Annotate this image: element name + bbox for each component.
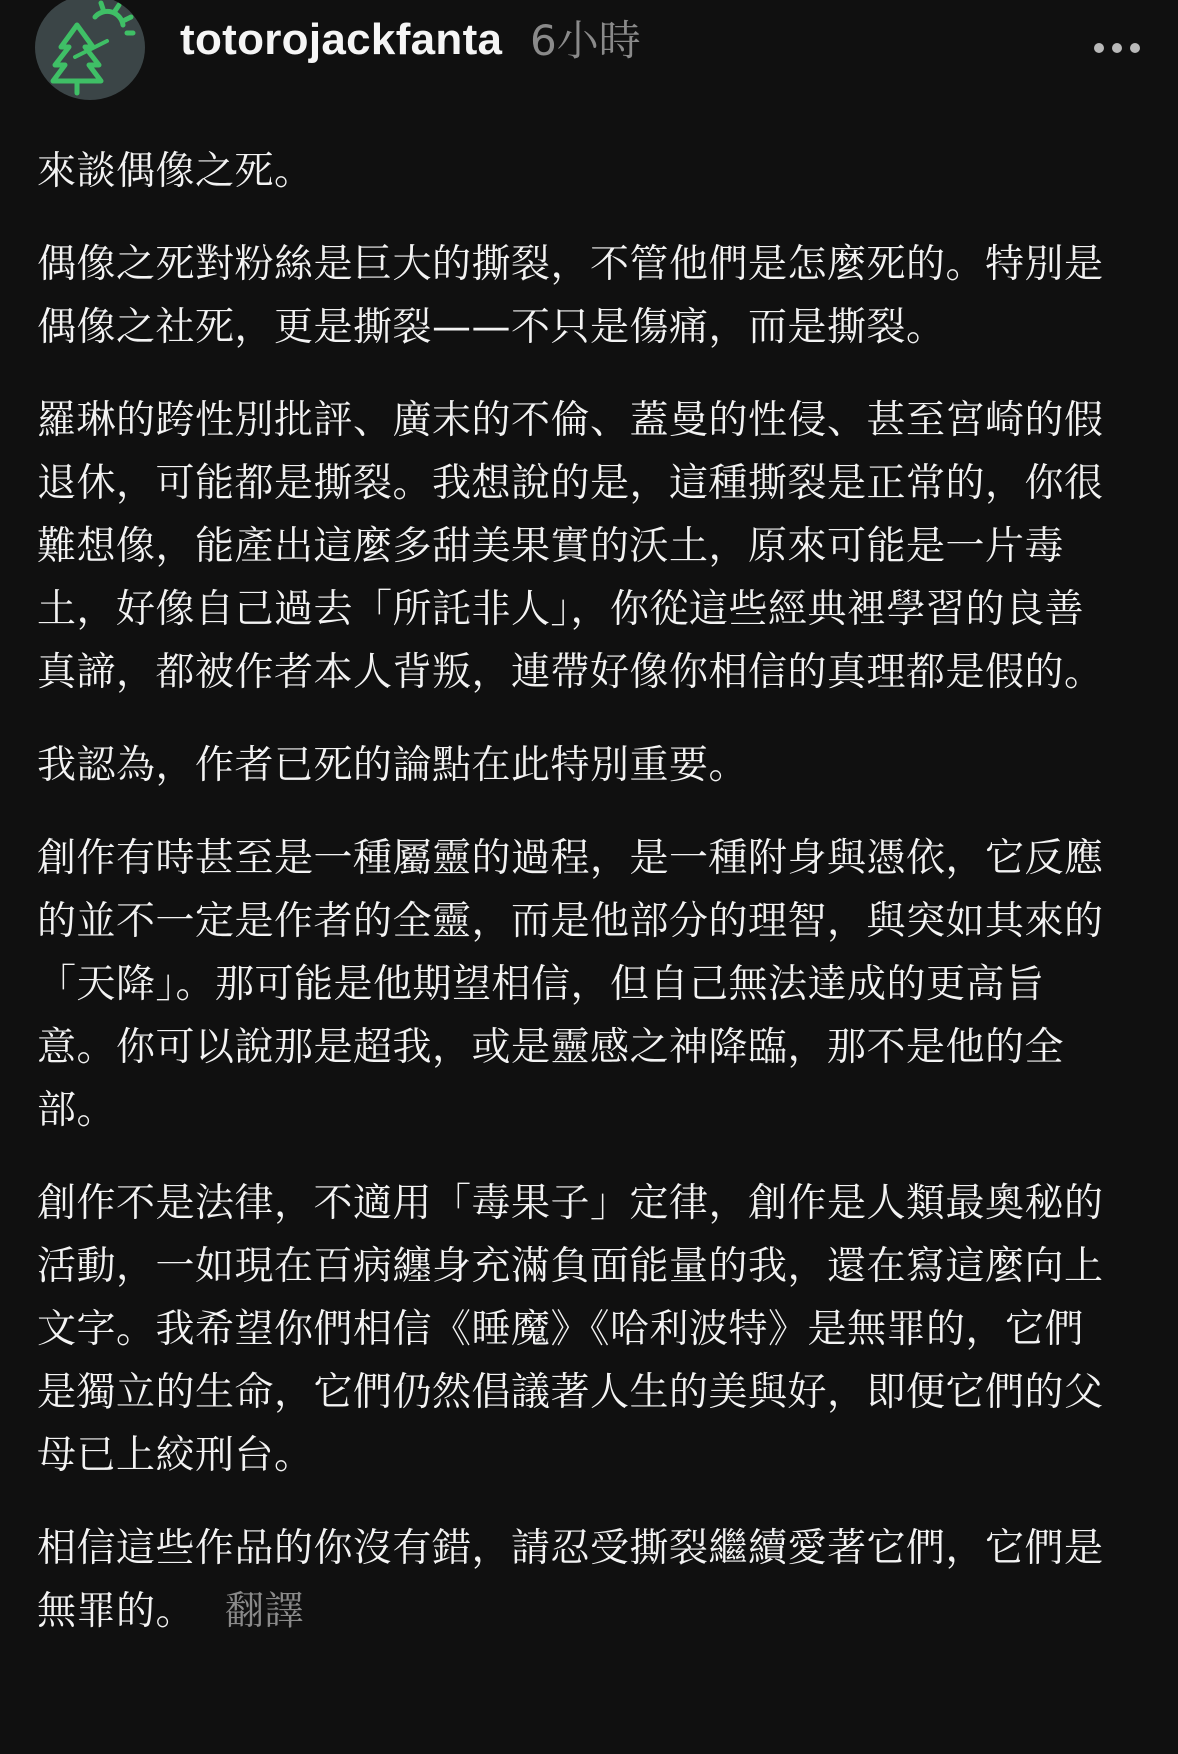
post-paragraph: 創作不是法律，不適用「毒果子」定律，創作是人類最奧秘的活動，一如現在百病纏身充滿負面能量的我，還在寫這麼向上文字。我希望你們相信《睡魔》《哈利波特》是無罪的，它們是獨立的生命，它們仍然倡議著人生的美與好，即便它們的父母已上絞刑台。 <box>37 1181 1104 1478</box>
translate-link[interactable]: 翻譯 <box>225 1589 305 1634</box>
post-paragraph: 創作有時甚至是一種屬靈的過程，是一種附身與憑依，它反應的並不一定是作者的全靈，而是他部分的理智，與突如其來的「天降」。那可能是他期望相信，但自己無法達成的更高旨意。你可以說那是超我，或是靈感之神降臨，那不是他的全部。 <box>37 836 1104 1133</box>
more-options-button[interactable] <box>1088 30 1168 66</box>
avatar[interactable] <box>35 0 145 100</box>
tree-sun-icon <box>35 0 145 100</box>
post-paragraph-last <box>37 1517 1117 1643</box>
post-paragraph: 我認為，作者已死的論點在此特別重要。 <box>37 743 749 788</box>
post-paragraph: 來談偶像之死。 <box>37 149 314 194</box>
post-paragraph: 羅琳的跨性別批評、廣末的不倫、蓋曼的性侵、甚至宮崎的假退休，可能都是撕裂。我想說的是，這種撕裂是正常的，你很難想像，能產出這麼多甜美果實的沃土，原來可能是一片毒土，好像自己過去「所託非人」，你從這些經典裡學習的良善真諦，都被作者本人背叛，連帶好像你相信的真理都是假的。 <box>37 398 1104 695</box>
post-header <box>0 0 1178 105</box>
post-body <box>37 140 1117 1673</box>
post-timestamp: 6小時 <box>530 16 641 65</box>
post-paragraph: 偶像之死對粉絲是巨大的撕裂，不管他們是怎麼死的。特別是偶像之社死，更是撕裂——不只是傷痛，而是撕裂。 <box>37 242 1104 350</box>
username[interactable]: totorojackfanta <box>180 15 503 64</box>
post-paragraph-text: 相信這些作品的你沒有錯，請忍受撕裂繼續愛著它們，它們是無罪的。 <box>37 1526 1104 1634</box>
